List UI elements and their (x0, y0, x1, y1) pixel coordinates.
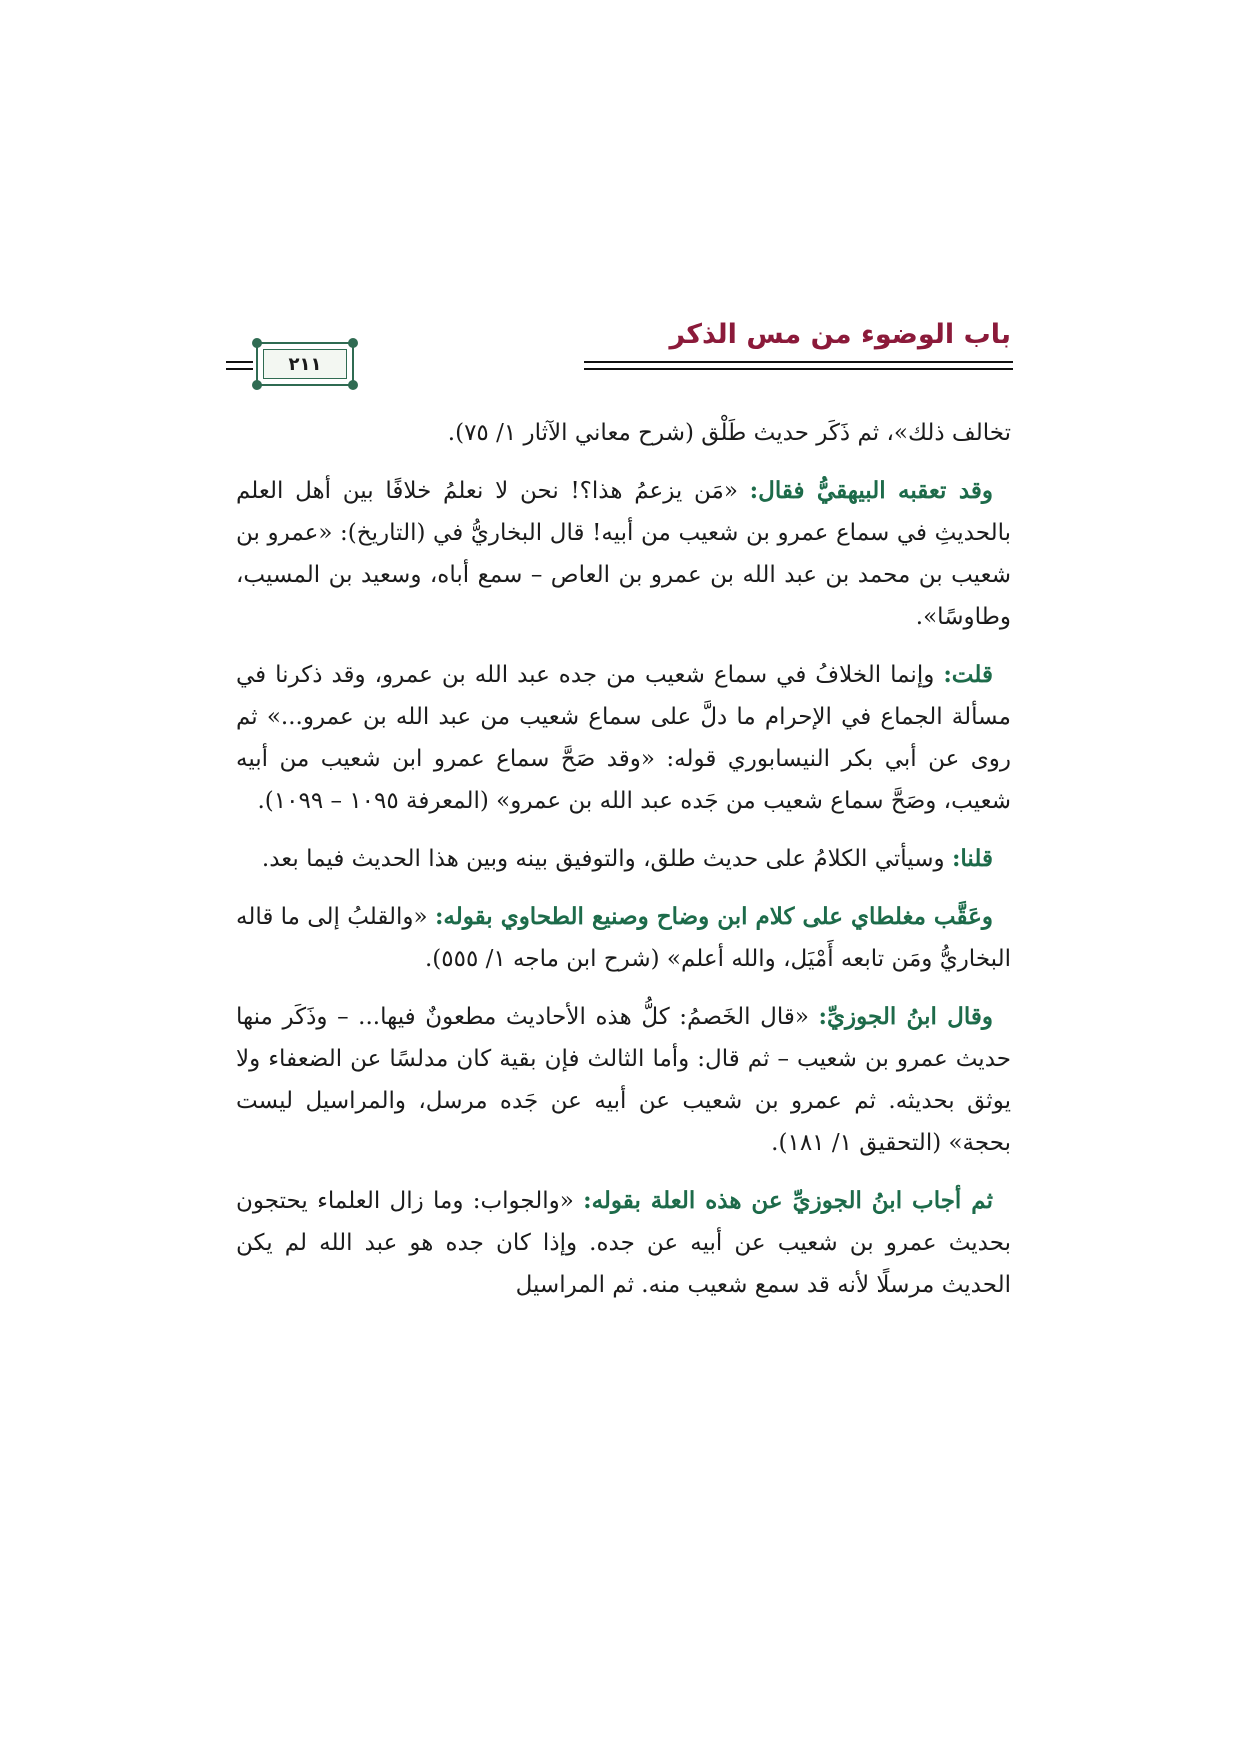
paragraph (236, 412, 1011, 454)
paragraph-lead: ثم أجاب ابنُ الجوزيِّ عن هذه العلة بقوله: (583, 1187, 993, 1214)
paragraph (236, 470, 1011, 638)
ornament-icon (348, 338, 358, 348)
paragraph (236, 654, 1011, 822)
paragraph-text: «والجواب: وما زال العلماء يحتجون بحديث عمرو بن شعيب عن أبيه عن جده. وإذا كان جده هو عبد الله لم يكن الحديث مرسلًا لأنه قد سمع شعيب منه. ثم المراسيل (236, 1188, 1011, 1298)
paragraph-text: وسيأتي الكلامُ على حديث طلق، والتوفيق بينه وبين هذا الحديث فيما بعد. (261, 846, 952, 872)
paragraph (236, 996, 1011, 1164)
paragraph-text: وإنما الخلافُ في سماع شعيب من جده عبد الله بن عمرو، وقد ذكرنا في مسألة الجماع في الإحرام ما دلَّ على سماع شعيب من عبد الله بن عمرو...» ثم روى عن أبي بكر النيسابوري قوله: «وقد صَحَّ سماع عمرو ابن شعيب من أبيه شعيب، وصَحَّ سماع شعيب من جَده عبد الله بن عمرو» (المعرفة ١٠٩٥ – ١٠٩٩). (236, 662, 1011, 814)
header-rule (584, 361, 1013, 363)
header-rule (226, 368, 253, 370)
paragraph-lead: وعَقَّب مغلطاي على كلام ابن وضاح وصنيع الطحاوي بقوله: (434, 903, 993, 930)
chapter-title: باب الوضوء من مس الذكر (669, 319, 1011, 350)
header-rule (584, 368, 1013, 370)
paragraph-lead: قلنا: (951, 845, 993, 872)
page-number-frame-inner (263, 349, 347, 379)
paragraph-text: «مَن يزعمُ هذا؟! نحن لا نعلمُ خلافًا بين أهل العلم بالحديثِ في سماع عمرو بن شعيب من أبيه! قال البخاريُّ في (التاريخ): «عمرو بن شعيب بن محمد بن عبد الله بن عمرو بن العاص – سمع أباه، وسعيد بن المسيب، وطاوسًا». (236, 478, 1011, 630)
header-rule (226, 361, 253, 363)
ornament-icon (252, 380, 262, 390)
page-header (226, 310, 1013, 390)
paragraph (236, 838, 1011, 880)
paragraph (236, 1180, 1011, 1306)
page-number-frame (256, 342, 354, 386)
paragraph-lead: قلت: (943, 661, 993, 688)
paragraph-lead: وقال ابنُ الجوزيِّ: (818, 1003, 993, 1030)
page-number: ٢١١ (288, 353, 322, 375)
ornament-icon (252, 338, 262, 348)
paragraph (236, 896, 1011, 980)
page-body (236, 412, 1011, 1322)
paragraph-text: «والقلبُ إلى ما قاله البخاريُّ ومَن تابعه أَمْيَل، والله أعلم» (شرح ابن ماجه ١/ ٥٥٥). (236, 904, 1011, 972)
paragraph-lead: وقد تعقبه البيهقيُّ فقال: (749, 477, 993, 504)
paragraph-text: تخالف ذلك»، ثم ذَكَر حديث طَلْق (شرح معاني الآثار ١/ ٧٥). (447, 420, 1011, 446)
paragraph-text: «قال الخَصمُ: كلُّ هذه الأحاديث مطعونٌ فيها... – وذَكَر منها حديث عمرو بن شعيب – ثم قال: وأما الثالث فإن بقية كان مدلسًا عن الضعفاء ولا يوثق بحديثه. ثم عمرو بن شعيب عن أبيه عن جَده مرسل، والمراسيل ليست بحجة» (التحقيق ١/ ١٨١). (236, 1004, 1011, 1156)
ornament-icon (348, 380, 358, 390)
